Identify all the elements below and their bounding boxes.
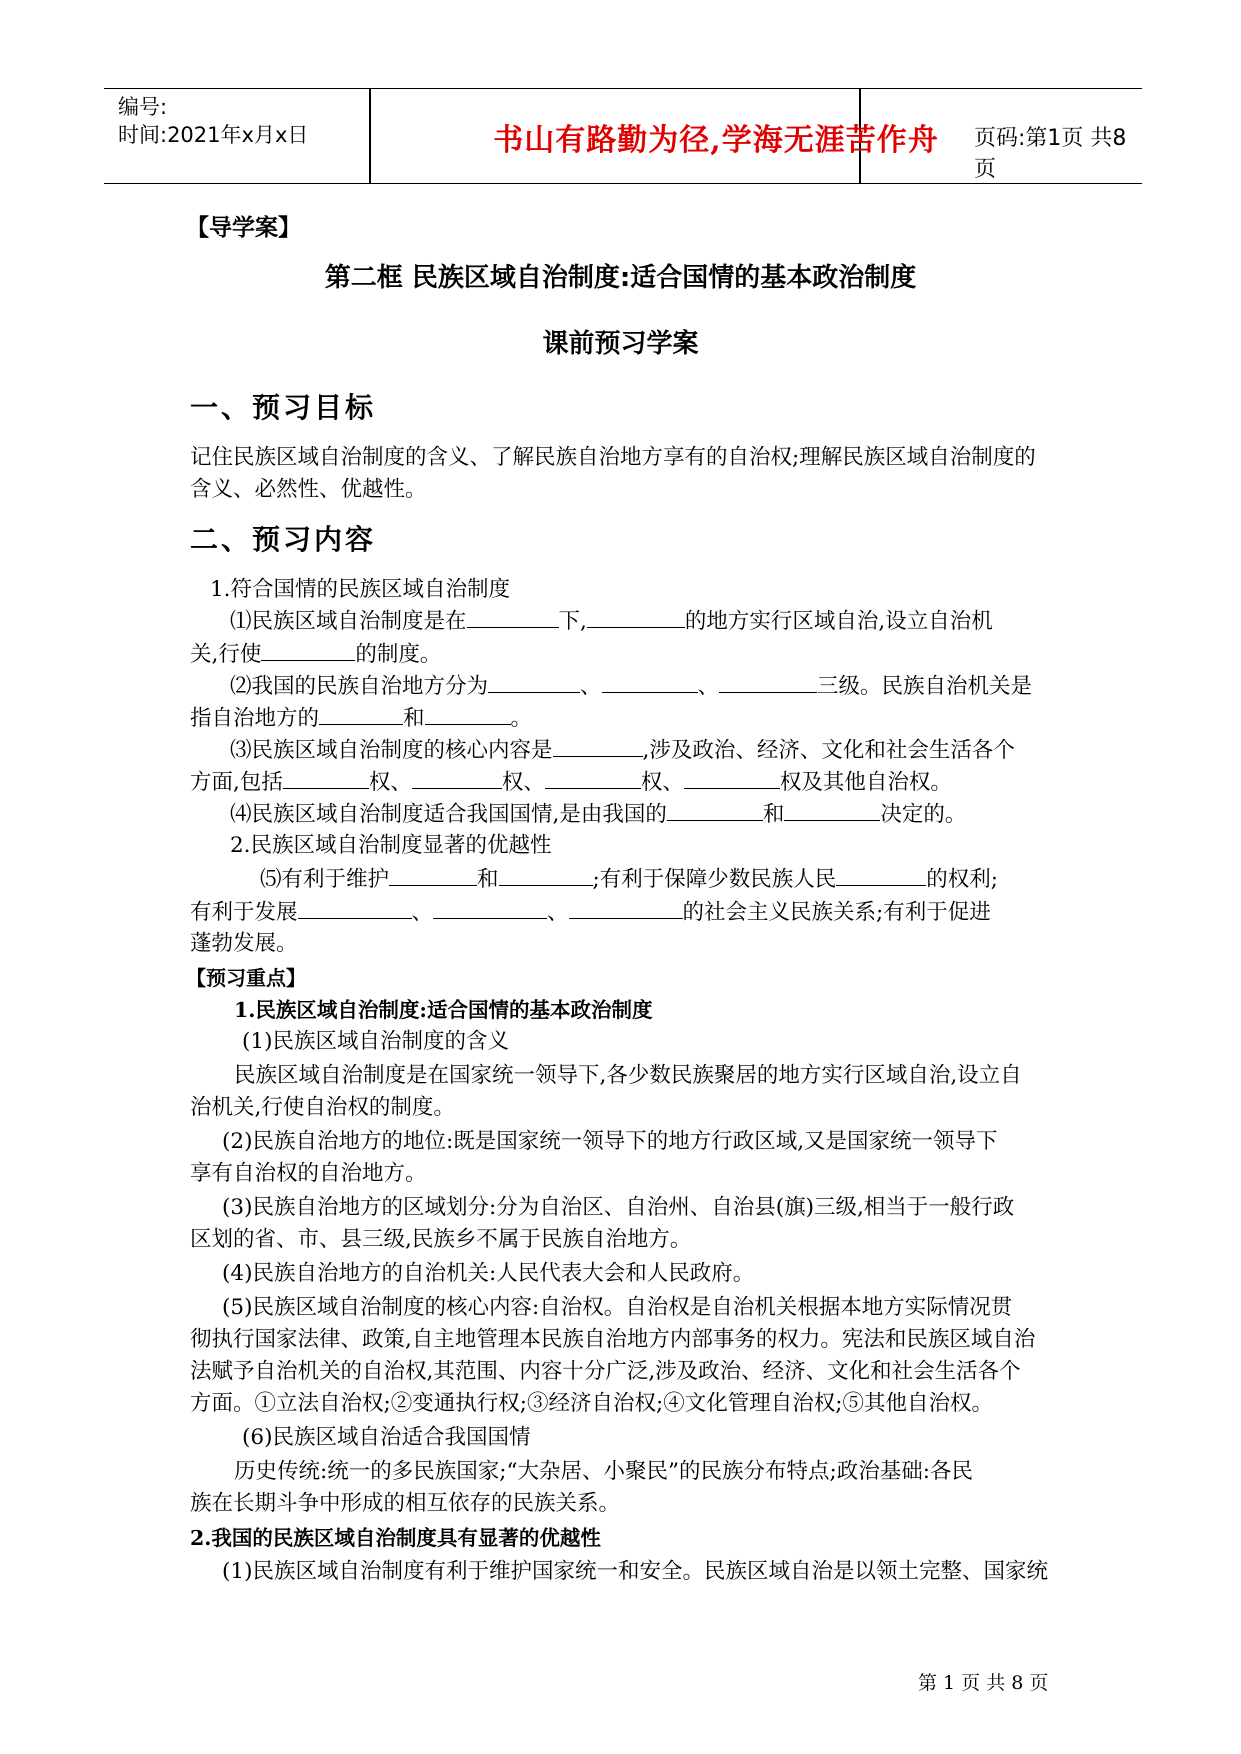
paragraph-line: 彻执行国家法律、政策,自主地管理本民族自治地方内部事务的权力。宪法和民族区域自治 <box>190 1327 1036 1352</box>
fill-blank <box>412 766 502 789</box>
header-left <box>118 93 308 149</box>
header-page-label: 页码:第1页 共8页 <box>974 126 1127 182</box>
doc-subtitle: 课前预习学案 <box>542 329 699 359</box>
content-heading: 1.符合国情的民族区域自治制度 <box>210 577 511 602</box>
fill-blank <box>298 896 412 919</box>
fill-blank <box>283 766 369 789</box>
fill-blank <box>488 670 580 693</box>
key-subheading: (6)民族区域自治适合我国国情 <box>242 1425 531 1450</box>
time-label: 时间:2021年x月x日 <box>118 123 309 147</box>
paragraph-line: (4)民族自治地方的自治机关:人民代表大会和人民政府。 <box>222 1261 755 1286</box>
fill-blank <box>499 863 593 886</box>
fill-blank <box>719 670 817 693</box>
fill-blank <box>467 605 559 628</box>
paragraph-line: 历史传统:统一的多民族国家;“大杂居、小聚民”的民族分布特点;政治基础:各民 <box>234 1459 973 1484</box>
question-line: ⑷民族区域自治制度适合我国国情,是由我国的 和 决定的。 <box>230 798 966 831</box>
fill-blank <box>667 798 763 821</box>
section-heading-goals: 一、预习目标 <box>190 391 377 424</box>
fill-blank <box>836 863 926 886</box>
paragraph-line: 享有自治权的自治地方。 <box>190 1161 427 1186</box>
fill-blank <box>319 702 403 725</box>
question-line: ⑶民族区域自治制度的核心内容是 ,涉及政治、经济、文化和社会生活各个 <box>230 734 1015 767</box>
fill-blank <box>569 896 683 919</box>
question-line: 方面,包括 权、 权、 权、 权及其他自治权。 <box>190 766 952 799</box>
paragraph-line: 治机关,行使自治权的制度。 <box>190 1095 455 1120</box>
fill-blank <box>261 638 355 661</box>
fill-blank <box>684 766 780 789</box>
fill-blank <box>389 863 477 886</box>
paragraph-line: (2)民族自治地方的地位:既是国家统一领导下的地方行政区域,又是国家统一领导下 <box>222 1129 998 1154</box>
question-line: ⑸有利于维护 和 ;有利于保障少数民族人民 的权利; <box>260 863 998 896</box>
question-line: 蓬勃发展。 <box>190 931 298 956</box>
question-line: 有利于发展 、 、 的社会主义民族关系;有利于促进 <box>190 896 991 929</box>
paragraph-line: 族在长期斗争中形成的相互依存的民族关系。 <box>190 1491 621 1516</box>
fill-blank <box>545 766 641 789</box>
fill-blank <box>425 702 511 725</box>
motto: 书山有路勤为径,学海无涯苦作舟 <box>493 123 939 158</box>
paragraph-line: (5)民族区域自治制度的核心内容:自治权。自治权是自治机关根据本地方实际情况贯 <box>222 1295 1013 1320</box>
goal-line: 含义、必然性、优越性。 <box>190 477 427 502</box>
fill-blank <box>784 798 880 821</box>
question-line: ⑴民族区域自治制度是在 下, 的地方实行区域自治,设立自治机 <box>230 605 993 638</box>
fill-blank <box>587 605 685 628</box>
fill-blank <box>602 670 698 693</box>
goal-line: 记住民族区域自治制度的含义、了解民族自治地方享有的自治权;理解民族区域自治制度的 <box>190 445 1036 470</box>
key-heading: 2.我国的民族区域自治制度具有显著的优越性 <box>190 1526 601 1550</box>
content-heading: 2.民族区域自治制度显著的优越性 <box>230 833 552 858</box>
fill-blank <box>433 896 547 919</box>
paragraph-line: (3)民族自治地方的区域划分:分为自治区、自治州、自治县(旗)三级,相当于一般行政 <box>222 1195 1015 1220</box>
doc-title: 第二框 民族区域自治制度:适合国情的基本政治制度 <box>324 263 917 293</box>
key-subheading: (1)民族区域自治制度的含义 <box>242 1029 509 1054</box>
page-footer: 第 1 页 共 8 页 <box>918 1672 1049 1694</box>
doc-tag: 【导学案】 <box>186 215 301 241</box>
number-label: 编号: <box>118 95 168 119</box>
question-line: ⑵我国的民族自治地方分为 、 、 三级。民族自治机关是 <box>230 670 1032 703</box>
paragraph-line: 区划的省、市、县三级,民族乡不属于民族自治地方。 <box>190 1227 692 1252</box>
key-tag: 【预习重点】 <box>186 966 306 990</box>
header-table <box>104 88 1142 184</box>
paragraph-line: 方面。①立法自治权;②变通执行权;③经济自治权;④文化管理自治权;⑤其他自治权。 <box>190 1391 993 1416</box>
key-heading: 1.民族区域自治制度:适合国情的基本政治制度 <box>234 998 653 1022</box>
paragraph-line: (1)民族区域自治制度有利于维护国家统一和安全。民族区域自治是以领土完整、国家统 <box>222 1559 1048 1584</box>
paragraph-line: 法赋予自治机关的自治权,其范围、内容十分广泛,涉及政治、经济、文化和社会生活各个 <box>190 1359 1021 1384</box>
header-divider <box>369 89 371 183</box>
section-heading-content: 二、预习内容 <box>190 523 377 556</box>
question-line: 指自治地方的 和 。 <box>190 702 532 735</box>
paragraph-line: 民族区域自治制度是在国家统一领导下,各少数民族聚居的地方实行区域自治,设立自 <box>234 1063 1022 1088</box>
fill-blank <box>553 734 643 757</box>
question-line: 关,行使 的制度。 <box>190 638 441 671</box>
